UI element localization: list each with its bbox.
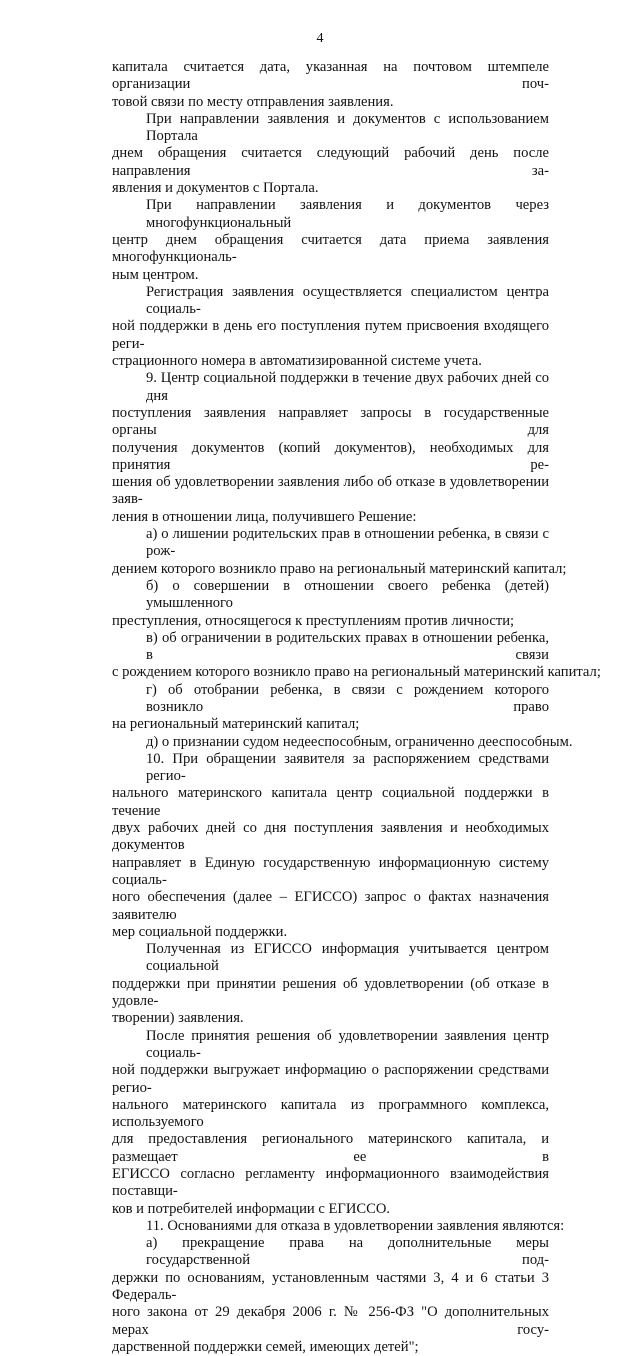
text-line: ков и потребителей информации с ЕГИССО.	[112, 1200, 391, 1217]
text-line: Полученная из ЕГИССО информация учитывается центром социальной	[146, 941, 549, 975]
text-line: поддержки при принятии решения об удовлетворении (об отказе в удовле-	[112, 975, 549, 1010]
text-line: ной поддержки в день его поступления путем присвоения входящего реги-	[112, 318, 549, 352]
text-line: нального материнского капитала из программного комплекса, используемого	[112, 1096, 549, 1131]
document-body	[112, 59, 601, 1356]
text-line: нального материнского капитала центр социальной поддержки в течение	[112, 785, 549, 819]
text-line: ЕГИССО согласно регламенту информационного взаимодействия поставщи-	[112, 1166, 549, 1200]
text-line: в) об ограничении в родительских правах в отношении ребенка, в связи	[146, 629, 549, 664]
text-line: с рождением которого возникло право на региональный материнский капитал;	[112, 664, 601, 681]
text-line: товой связи по месту отправления заявления.	[112, 93, 394, 110]
page-number: 4	[316, 31, 324, 46]
text-line: ного обеспечения (далее – ЕГИССО) запрос о фактах назначения заявителю	[112, 889, 549, 923]
text-line: При направлении заявления и документов с использованием Портала	[146, 110, 549, 145]
text-line: ным центром.	[112, 266, 199, 283]
text-line: капитала считается дата, указанная на почтовом штемпеле организации поч-	[112, 59, 549, 93]
text-line: б) о совершении в отношении своего ребенка (детей) умышленного	[146, 577, 549, 612]
text-line: а) прекращение права на дополнительные меры государственной под-	[146, 1235, 549, 1269]
text-line: творении) заявления.	[112, 1010, 244, 1027]
text-line: г) об отобрании ребенка, в связи с рождением которого возникло право	[146, 681, 549, 715]
text-line: поступления заявления направляет запросы в государственные органы для	[112, 404, 549, 439]
text-line: явления и документов с Портала.	[112, 180, 319, 197]
text-line: центр днем обращения считается дата приема заявления многофункциональ-	[112, 231, 549, 266]
text-line: страционного номера в автоматизированной системе учета.	[112, 353, 482, 370]
text-line: д) о признании судом недееспособным, ограниченно дееспособным.	[146, 733, 573, 750]
text-line: При направлении заявления и документов через многофункциональный	[146, 197, 549, 231]
text-line: 10. При обращении заявителя за распоряжением средствами регио-	[146, 750, 549, 785]
text-line: получения документов (копий документов), необходимых для принятия ре-	[112, 439, 549, 473]
text-line: направляет в Единую государственную информационную систему социаль-	[112, 854, 549, 888]
text-line: держки по основаниям, установленным частями 3, 4 и 6 статьи 3 Федераль-	[112, 1269, 549, 1304]
text-line: 11. Основаниями для отказа в удовлетворении заявления являются:	[146, 1217, 565, 1234]
text-line: ления в отношении лица, получившего Решение:	[112, 508, 417, 525]
text-line: преступления, относящегося к преступлениям против личности;	[112, 612, 515, 629]
text-line: дарственной поддержки семей, имеющих детей";	[112, 1338, 419, 1355]
text-line: днем обращения считается следующий рабочий день после направления за-	[112, 145, 549, 179]
text-line: ной поддержки выгружает информацию о распоряжении средствами регио-	[112, 1062, 549, 1096]
text-line: двух рабочих дней со дня поступления заявления и необходимых документов	[112, 820, 549, 854]
text-line: После принятия решения об удовлетворении заявления центр социаль-	[146, 1027, 549, 1061]
text-line: на региональный материнский капитал;	[112, 716, 360, 733]
text-line: дением которого возникло право на региональный материнский капитал;	[112, 560, 567, 577]
text-line: шения об удовлетворении заявления либо об отказе в удовлетворении заяв-	[112, 474, 549, 508]
text-line: ного закона от 29 декабря 2006 г. № 256-ФЗ "О дополнительных мерах госу-	[112, 1304, 549, 1338]
text-line: мер социальной поддержки.	[112, 923, 288, 940]
text-line: Регистрация заявления осуществляется специалистом центра социаль-	[146, 283, 549, 318]
text-line: 9. Центр социальной поддержки в течение двух рабочих дней со дня	[146, 370, 549, 404]
text-line: для предоставления регионального материнского капитала, и размещает ее в	[112, 1131, 549, 1165]
text-line: а) о лишении родительских прав в отношении ребенка, в связи с рож-	[146, 526, 549, 560]
